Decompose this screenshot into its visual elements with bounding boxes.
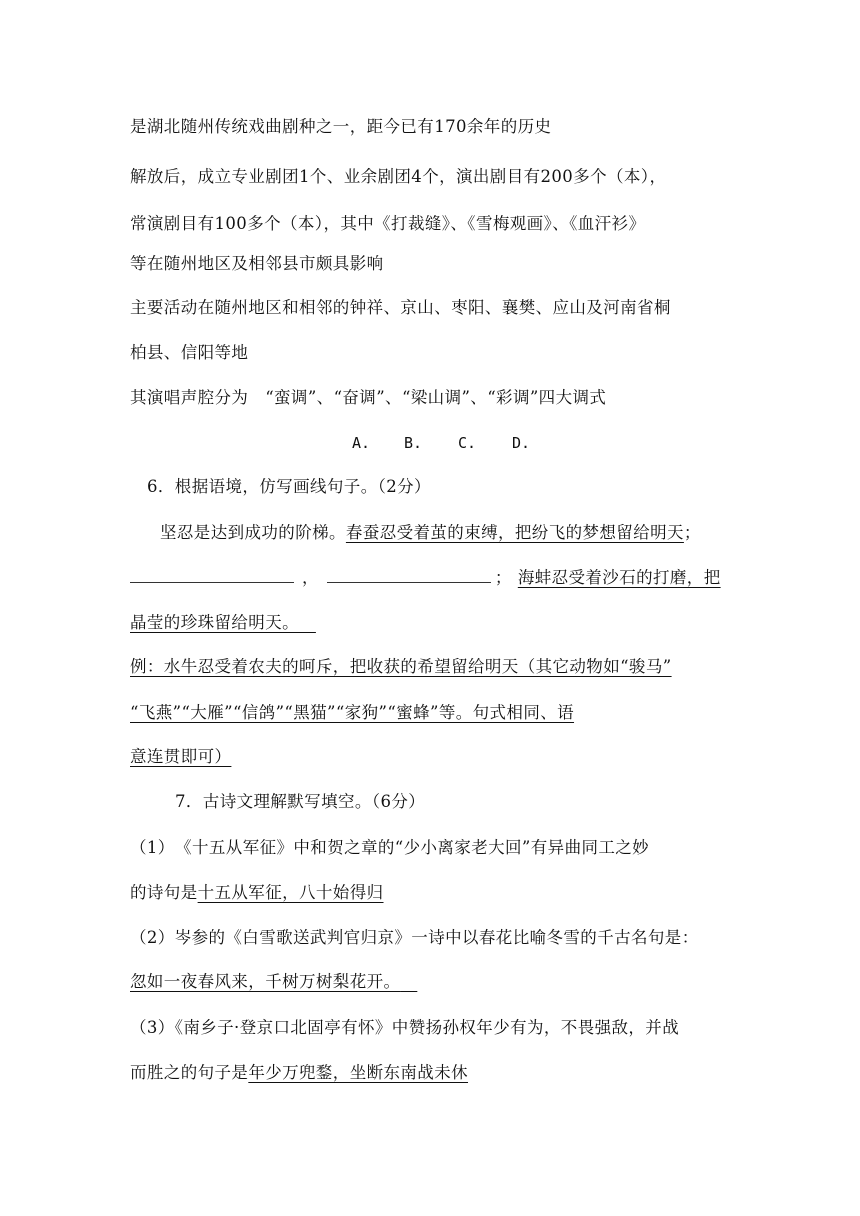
text-line-repertoire: 常演剧目有100多个（本），其中《打裁缝》、《雪梅观画》、《血汗衫》 (130, 214, 646, 233)
option-d: D. (512, 434, 531, 452)
question-6-answer-line-2: “飞燕”“大雁”“信鸽”“黑猫”“家狗”“蜜蜂”等。句式相同、语 (130, 703, 575, 722)
question-6-underlined-line-2b (130, 612, 316, 634)
question-6-separator-2: ； (494, 568, 512, 587)
question-6-title: 6．根据语境，仿写画线句子。（2分） (147, 477, 431, 496)
question-7-part-1-line-2 (130, 882, 384, 904)
text-line-activity-region: 主要活动在随州地区和相邻的钟祥、京山、枣阳、襄樊、应山及河南省桐 (130, 298, 671, 317)
option-a: A. (352, 434, 371, 452)
question-7-part-3-line-1: （3）《南乡子·登京口北固亭有怀》中赞扬孙权年少有为，不畏强敌，并战 (130, 1018, 680, 1037)
question-6-blank-line (130, 566, 721, 589)
question-6-underlined-sentence-2b: 晶莹的珍珠留给明天。 (130, 613, 299, 632)
text-line-influence: 等在随州地区及相邻县市颇具影响 (130, 254, 384, 273)
question-6-intro: 坚忍是达到成功的阶梯。 (160, 523, 346, 542)
question-6-underlined-sentence-1: 春蚕忍受着茧的束缚，把纷飞的梦想留给明天 (345, 523, 684, 542)
option-b: B. (404, 434, 423, 452)
question-7-part-2-answer: 忽如一夜春风来，千树万树梨花开。 (130, 972, 401, 991)
question-6-prompt-line (160, 522, 701, 544)
blank-comma: ， (302, 568, 319, 587)
text-line-vocal-styles: 其演唱声腔分为 “蛮调”、“奋调”、“梁山调”、“彩调”四大调式 (130, 388, 607, 407)
question-7-part-1-prefix: 的诗句是 (130, 883, 198, 902)
question-6-answer-line-1: 例：水牛忍受着农夫的呵斥，把收获的希望留给明天（其它动物如“骏马” (130, 657, 672, 676)
question-7-part-1-line-1: （1） 《十五从军征》中和贺之章的“少小离家老大回”有异曲同工之妙 (130, 838, 650, 857)
question-7-part-2-line-1: （2）岑参的《白雪歌送武判官归京》一诗中以春花比喻冬雪的千古名句是： (130, 928, 699, 947)
question-6-underlined-sentence-2a: 海蚌忍受着沙石的打磨，把 (517, 568, 721, 587)
question-7-title: 7．古诗文理解默写填空。（6分） (175, 792, 426, 811)
question-7-part-3-line-2 (130, 1062, 468, 1084)
text-line-troupes: 解放后，成立专业剧团1个、业余剧团4个，演出剧目有200多个（本）， (130, 167, 667, 186)
question-6-separator-1: ； (683, 523, 701, 542)
question-7-part-1-answer: 十五从军征，八十始得归 (197, 883, 384, 902)
question-6-answer-line-3: 意连贯即可） (130, 747, 232, 766)
question-7-part-2-line-2 (130, 971, 417, 993)
answer-blank-2[interactable] (327, 566, 491, 583)
text-line-activity-region-cont: 柏县、信阳等地 (130, 343, 249, 362)
answer-blank-1[interactable] (130, 566, 294, 583)
question-7-part-3-answer: 年少万兜鍪，坐断东南战未休 (248, 1063, 469, 1082)
text-line-history: 是湖北随州传统戏曲剧种之一，距今已有170余年的历史 (130, 117, 552, 136)
question-7-part-3-prefix: 而胜之的句子是 (130, 1063, 249, 1082)
option-c: C. (458, 434, 477, 452)
